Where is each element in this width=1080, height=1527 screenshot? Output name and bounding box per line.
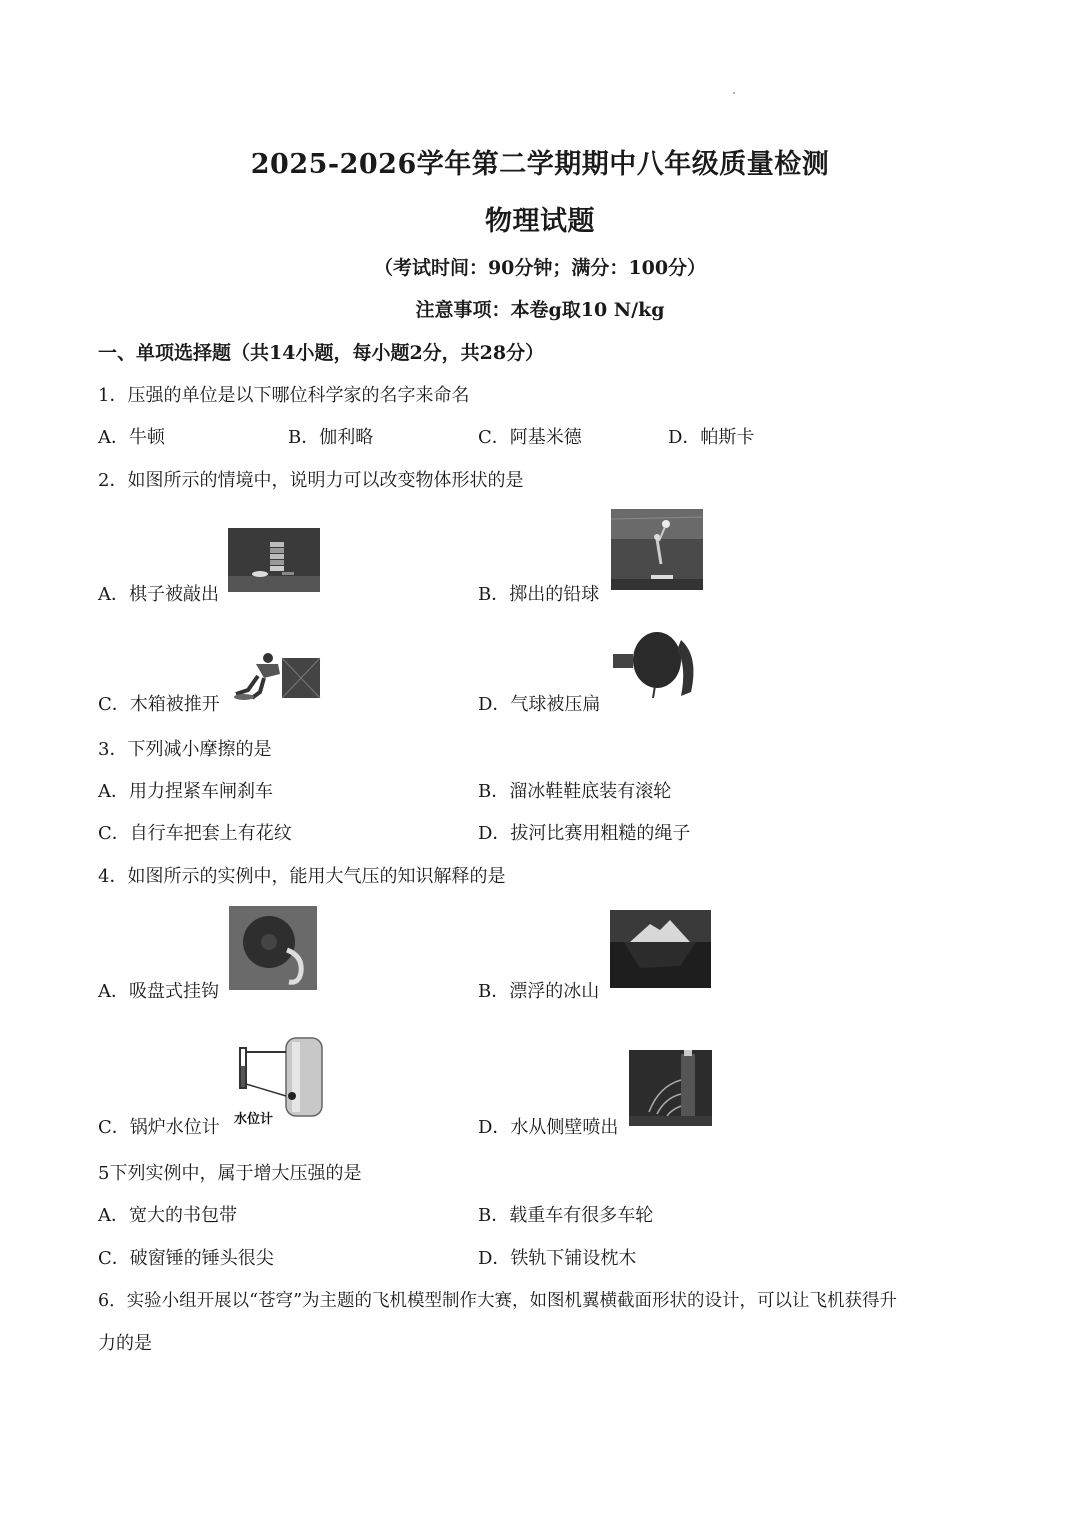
notice: 注意事项：本卷g取10 N/kg	[415, 299, 665, 321]
q3-option-d: D．拔河比赛用粗糙的绳子	[478, 823, 691, 844]
q5-option-c: C．破窗锤的锤头很尖	[98, 1248, 274, 1269]
water-gauge-label: 水位计	[234, 1111, 274, 1126]
q4-option-c: C．锅炉水位计	[98, 1117, 220, 1138]
q2-option-c: C．木箱被推开	[98, 694, 220, 715]
iceberg-image	[610, 910, 711, 988]
q5-option-b: B．载重车有很多车轮	[478, 1205, 654, 1226]
scan-speck	[733, 92, 735, 94]
q5-stem: 5下列实例中，属于增大压强的是	[98, 1163, 362, 1184]
q1-option-b: B．伽利略	[288, 427, 374, 448]
section-heading: 一、单项选择题（共14小题，每小题2分，共28分）	[98, 342, 545, 364]
q4-option-b: B．漂浮的冰山	[478, 981, 600, 1002]
q2-option-b: B．掷出的铅球	[478, 584, 600, 605]
water-jet-image	[629, 1050, 712, 1126]
q5-option-d: D．铁轨下铺设枕木	[478, 1248, 637, 1269]
q4-option-a: A．吸盘式挂钩	[98, 981, 219, 1002]
exam-title: 2025-2026学年第二学期期中八年级质量检测	[250, 149, 830, 180]
shot-put-image	[611, 509, 703, 590]
q1-stem: 1．压强的单位是以下哪位科学家的名字来命名	[98, 385, 470, 406]
q1-option-d: D．帕斯卡	[668, 427, 755, 448]
q2-option-d: D．气球被压扁	[478, 694, 601, 715]
balloon-image	[611, 626, 699, 704]
q1-option-a: A．牛顿	[98, 427, 165, 448]
q2-stem: 2．如图所示的情境中，说明力可以改变物体形状的是	[98, 470, 524, 491]
subject-title: 物理试题	[485, 206, 595, 237]
q4-option-d: D．水从侧壁喷出	[478, 1117, 619, 1138]
q5-option-a: A．宽大的书包带	[98, 1205, 237, 1226]
chess-stack-image	[228, 528, 320, 592]
q6-stem-line1: 6．实验小组开展以“苍穹”为主题的飞机模型制作大赛，如图机翼横截面形状的设计，可以让飞机获得升	[98, 1291, 898, 1311]
push-box-image	[228, 648, 322, 702]
q6-stem-line2: 力的是	[98, 1333, 152, 1354]
q3-stem: 3．下列减小摩擦的是	[98, 739, 272, 760]
boiler-gauge-image	[232, 1030, 327, 1126]
exam-info: （考试时间：90分钟；满分：100分）	[373, 257, 707, 279]
q3-option-b: B．溜冰鞋鞋底装有滚轮	[478, 781, 672, 802]
suction-hook-image	[229, 906, 317, 990]
q2-option-a: A．棋子被敲出	[98, 584, 219, 605]
q1-option-c: C．阿基米德	[478, 427, 582, 448]
q4-stem: 4．如图所示的实例中，能用大气压的知识解释的是	[98, 866, 506, 887]
q3-option-c: C．自行车把套上有花纹	[98, 823, 292, 844]
q3-option-a: A．用力捏紧车闸刹车	[98, 781, 273, 802]
